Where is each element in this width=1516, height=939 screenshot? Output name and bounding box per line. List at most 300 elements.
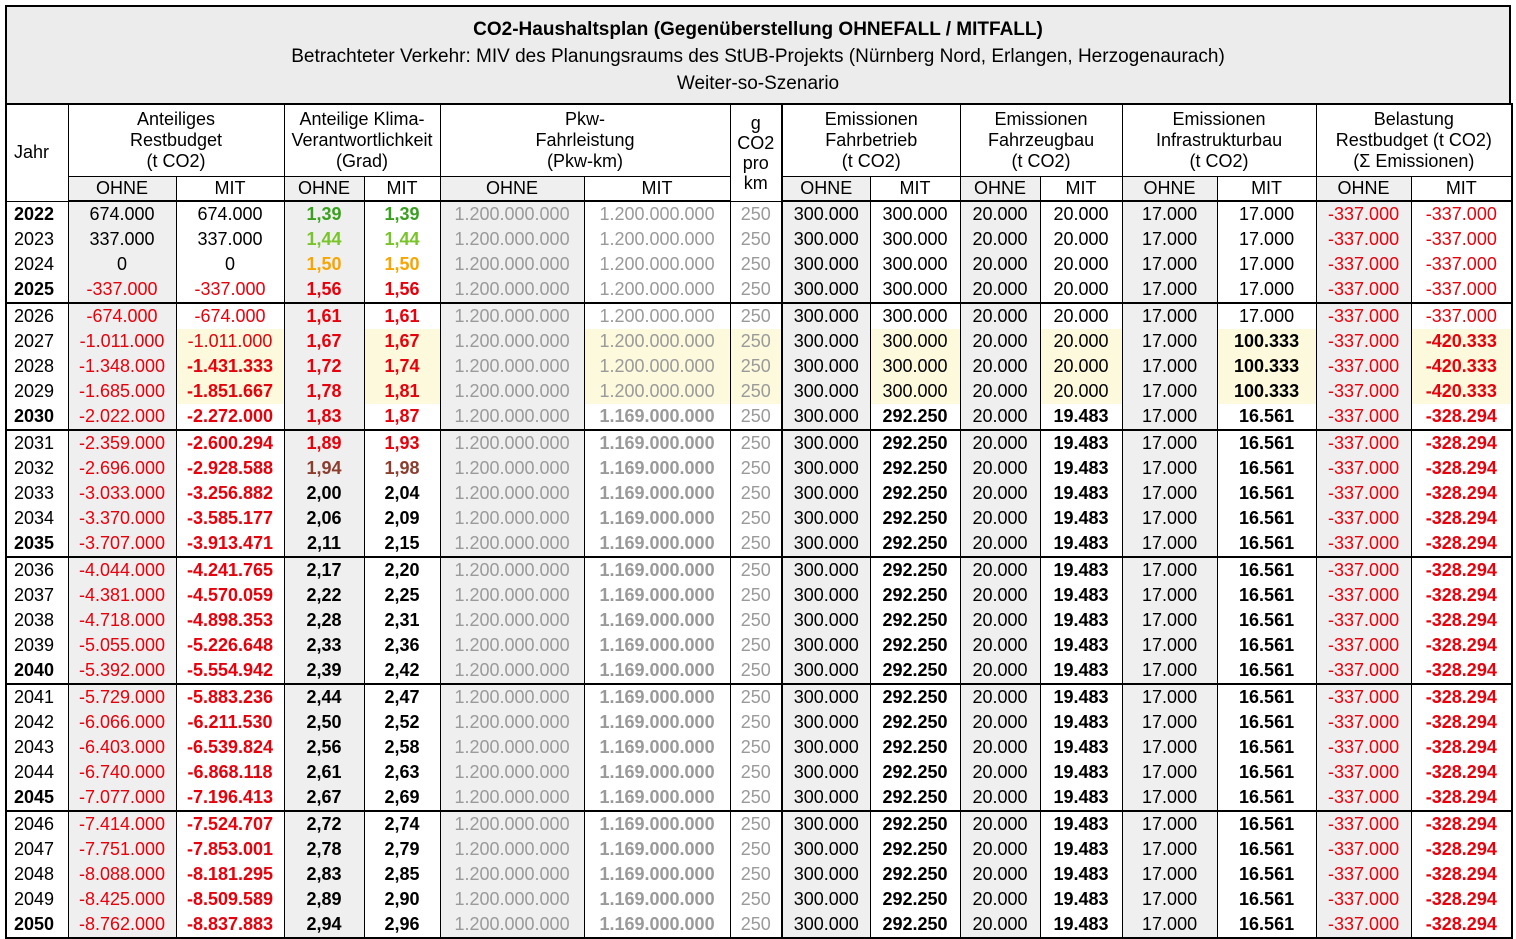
cell-belastung-mit: -337.000 [1411,252,1512,277]
header-jahr: Jahr [6,104,68,201]
cell-restbudget-mit: -1.431.333 [176,354,284,379]
sub-mit: MIT [176,177,284,202]
cell-year: 2033 [6,481,68,506]
sub-ohne: OHNE [960,177,1040,202]
cell-belastung-mit: -328.294 [1411,506,1512,531]
cell-restbudget-ohne: -2.359.000 [68,430,176,456]
cell-gco2: 250 [730,531,782,557]
sub-mit: MIT [870,177,960,202]
cell-fahrzeugbau-ohne: 20.000 [960,227,1040,252]
cell-year: 2043 [6,735,68,760]
cell-year: 2024 [6,252,68,277]
cell-pkw-ohne: 1.200.000.000 [440,506,584,531]
cell-year: 2041 [6,684,68,710]
cell-year: 2045 [6,785,68,811]
cell-year: 2039 [6,633,68,658]
cell-belastung-ohne: -337.000 [1316,557,1411,583]
cell-pkw-mit: 1.200.000.000 [584,354,730,379]
cell-restbudget-mit: -8.509.589 [176,887,284,912]
cell-infra-ohne: 17.000 [1122,862,1217,887]
cell-pkw-mit: 1.169.000.000 [584,887,730,912]
cell-klima-ohne: 2,78 [284,837,364,862]
cell-gco2: 250 [730,658,782,684]
cell-belastung-ohne: -337.000 [1316,735,1411,760]
sub-ohne: OHNE [284,177,364,202]
cell-fahrbetrieb-mit: 292.250 [870,684,960,710]
cell-gco2: 250 [730,430,782,456]
cell-belastung-ohne: -337.000 [1316,277,1411,303]
cell-infra-mit: 17.000 [1217,201,1316,227]
cell-year: 2023 [6,227,68,252]
cell-fahrzeugbau-mit: 20.000 [1040,252,1122,277]
cell-fahrzeugbau-mit: 19.483 [1040,583,1122,608]
cell-klima-mit: 2,25 [364,583,440,608]
cell-fahrbetrieb-mit: 292.250 [870,785,960,811]
sub-mit: MIT [1411,177,1512,202]
cell-year: 2029 [6,379,68,404]
cell-fahrbetrieb-mit: 292.250 [870,760,960,785]
cell-klima-ohne: 1,83 [284,404,364,430]
cell-gco2: 250 [730,557,782,583]
cell-klima-mit: 2,36 [364,633,440,658]
sub-mit: MIT [364,177,440,202]
cell-klima-mit: 1,44 [364,227,440,252]
table-row [6,608,1512,633]
cell-fahrbetrieb-mit: 292.250 [870,658,960,684]
cell-pkw-mit: 1.169.000.000 [584,531,730,557]
cell-fahrbetrieb-ohne: 300.000 [782,710,870,735]
cell-klima-mit: 2,74 [364,811,440,837]
cell-fahrzeugbau-mit: 19.483 [1040,710,1122,735]
cell-klima-ohne: 1,67 [284,329,364,354]
cell-fahrbetrieb-ohne: 300.000 [782,912,870,938]
cell-belastung-mit: -420.333 [1411,329,1512,354]
cell-belastung-ohne: -337.000 [1316,912,1411,938]
cell-restbudget-mit: -2.928.588 [176,456,284,481]
cell-gco2: 250 [730,684,782,710]
cell-fahrbetrieb-ohne: 300.000 [782,303,870,329]
cell-infra-ohne: 17.000 [1122,404,1217,430]
table-row [6,583,1512,608]
cell-fahrbetrieb-ohne: 300.000 [782,608,870,633]
cell-pkw-ohne: 1.200.000.000 [440,710,584,735]
cell-fahrzeugbau-ohne: 20.000 [960,303,1040,329]
cell-infra-ohne: 17.000 [1122,277,1217,303]
cell-klima-mit: 1,74 [364,354,440,379]
cell-klima-ohne: 1,56 [284,277,364,303]
sub-ohne: OHNE [782,177,870,202]
cell-pkw-mit: 1.169.000.000 [584,506,730,531]
cell-fahrzeugbau-ohne: 20.000 [960,862,1040,887]
cell-fahrbetrieb-mit: 300.000 [870,227,960,252]
cell-gco2: 250 [730,837,782,862]
cell-belastung-ohne: -337.000 [1316,329,1411,354]
cell-gco2: 250 [730,760,782,785]
cell-pkw-mit: 1.169.000.000 [584,404,730,430]
cell-belastung-mit: -328.294 [1411,633,1512,658]
cell-belastung-mit: -328.294 [1411,608,1512,633]
cell-klima-mit: 2,20 [364,557,440,583]
cell-belastung-mit: -328.294 [1411,837,1512,862]
table-row [6,785,1512,811]
cell-belastung-ohne: -337.000 [1316,430,1411,456]
cell-belastung-mit: -337.000 [1411,277,1512,303]
cell-restbudget-mit: -1.011.000 [176,329,284,354]
cell-infra-ohne: 17.000 [1122,760,1217,785]
cell-pkw-mit: 1.169.000.000 [584,862,730,887]
cell-fahrzeugbau-ohne: 20.000 [960,456,1040,481]
cell-pkw-ohne: 1.200.000.000 [440,557,584,583]
cell-klima-mit: 1,67 [364,329,440,354]
cell-fahrzeugbau-ohne: 20.000 [960,608,1040,633]
cell-restbudget-mit: -4.241.765 [176,557,284,583]
cell-restbudget-mit: 0 [176,252,284,277]
cell-restbudget-mit: -2.272.000 [176,404,284,430]
cell-restbudget-ohne: -1.685.000 [68,379,176,404]
cell-fahrbetrieb-ohne: 300.000 [782,633,870,658]
table-row [6,658,1512,684]
cell-pkw-ohne: 1.200.000.000 [440,201,584,227]
cell-infra-ohne: 17.000 [1122,912,1217,938]
cell-fahrbetrieb-ohne: 300.000 [782,456,870,481]
cell-pkw-ohne: 1.200.000.000 [440,430,584,456]
sub-ohne: OHNE [1316,177,1411,202]
cell-pkw-mit: 1.169.000.000 [584,912,730,938]
cell-fahrbetrieb-ohne: 300.000 [782,277,870,303]
cell-pkw-ohne: 1.200.000.000 [440,608,584,633]
cell-infra-ohne: 17.000 [1122,354,1217,379]
cell-fahrzeugbau-mit: 20.000 [1040,201,1122,227]
cell-infra-ohne: 17.000 [1122,456,1217,481]
cell-klima-ohne: 1,39 [284,201,364,227]
cell-pkw-mit: 1.169.000.000 [584,760,730,785]
cell-klima-mit: 2,15 [364,531,440,557]
cell-infra-mit: 100.333 [1217,379,1316,404]
cell-pkw-mit: 1.200.000.000 [584,303,730,329]
cell-fahrbetrieb-ohne: 300.000 [782,887,870,912]
cell-infra-mit: 16.561 [1217,684,1316,710]
cell-pkw-ohne: 1.200.000.000 [440,658,584,684]
cell-fahrbetrieb-ohne: 300.000 [782,658,870,684]
cell-klima-ohne: 1,44 [284,227,364,252]
cell-year: 2025 [6,277,68,303]
cell-fahrbetrieb-ohne: 300.000 [782,329,870,354]
cell-pkw-mit: 1.169.000.000 [584,456,730,481]
cell-fahrzeugbau-ohne: 20.000 [960,710,1040,735]
cell-pkw-mit: 1.200.000.000 [584,201,730,227]
cell-fahrzeugbau-mit: 19.483 [1040,862,1122,887]
cell-restbudget-mit: -4.570.059 [176,583,284,608]
cell-infra-ohne: 17.000 [1122,887,1217,912]
cell-infra-ohne: 17.000 [1122,430,1217,456]
cell-infra-ohne: 17.000 [1122,837,1217,862]
cell-infra-mit: 16.561 [1217,862,1316,887]
cell-restbudget-ohne: -3.707.000 [68,531,176,557]
cell-klima-ohne: 2,11 [284,531,364,557]
cell-fahrzeugbau-mit: 19.483 [1040,887,1122,912]
cell-fahrzeugbau-ohne: 20.000 [960,531,1040,557]
cell-klima-ohne: 1,61 [284,303,364,329]
cell-fahrzeugbau-ohne: 20.000 [960,430,1040,456]
cell-klima-mit: 2,85 [364,862,440,887]
cell-restbudget-mit: -5.883.236 [176,684,284,710]
cell-restbudget-mit: -337.000 [176,277,284,303]
cell-fahrzeugbau-ohne: 20.000 [960,633,1040,658]
cell-fahrzeugbau-mit: 19.483 [1040,608,1122,633]
cell-pkw-ohne: 1.200.000.000 [440,633,584,658]
cell-fahrzeugbau-ohne: 20.000 [960,658,1040,684]
sub-mit: MIT [1217,177,1316,202]
cell-infra-ohne: 17.000 [1122,811,1217,837]
cell-belastung-mit: -420.333 [1411,354,1512,379]
cell-infra-ohne: 17.000 [1122,735,1217,760]
cell-klima-ohne: 2,94 [284,912,364,938]
cell-pkw-ohne: 1.200.000.000 [440,329,584,354]
cell-year: 2048 [6,862,68,887]
cell-fahrbetrieb-mit: 292.250 [870,531,960,557]
table-row [6,201,1512,227]
cell-klima-ohne: 2,72 [284,811,364,837]
cell-klima-mit: 1,50 [364,252,440,277]
cell-belastung-mit: -328.294 [1411,456,1512,481]
cell-infra-mit: 16.561 [1217,735,1316,760]
cell-fahrzeugbau-mit: 19.483 [1040,684,1122,710]
cell-pkw-mit: 1.169.000.000 [584,633,730,658]
cell-fahrbetrieb-mit: 292.250 [870,481,960,506]
cell-belastung-mit: -337.000 [1411,201,1512,227]
cell-klima-mit: 1,61 [364,303,440,329]
cell-pkw-mit: 1.169.000.000 [584,608,730,633]
cell-belastung-mit: -420.333 [1411,379,1512,404]
cell-fahrbetrieb-ohne: 300.000 [782,506,870,531]
cell-fahrzeugbau-mit: 19.483 [1040,531,1122,557]
cell-infra-mit: 16.561 [1217,710,1316,735]
cell-klima-ohne: 1,78 [284,379,364,404]
cell-infra-ohne: 17.000 [1122,633,1217,658]
sub-mit: MIT [1040,177,1122,202]
cell-year: 2030 [6,404,68,430]
cell-fahrzeugbau-mit: 20.000 [1040,303,1122,329]
cell-restbudget-ohne: -1.348.000 [68,354,176,379]
cell-fahrzeugbau-ohne: 20.000 [960,887,1040,912]
cell-year: 2047 [6,837,68,862]
cell-fahrzeugbau-mit: 19.483 [1040,430,1122,456]
cell-infra-mit: 16.561 [1217,811,1316,837]
cell-restbudget-ohne: -5.392.000 [68,658,176,684]
cell-belastung-mit: -328.294 [1411,531,1512,557]
cell-restbudget-mit: -3.256.882 [176,481,284,506]
cell-infra-mit: 17.000 [1217,277,1316,303]
page-title: CO2-Haushaltsplan (Gegenüberstellung OHNEFALL / MITFALL) [473,19,1043,40]
cell-pkw-ohne: 1.200.000.000 [440,277,584,303]
cell-restbudget-mit: -3.913.471 [176,531,284,557]
cell-fahrzeugbau-ohne: 20.000 [960,760,1040,785]
cell-pkw-mit: 1.200.000.000 [584,227,730,252]
title-block [5,5,1511,103]
header-fahrbetrieb: Emissionen Fahrbetrieb (t CO2) [782,104,960,177]
table-row [6,811,1512,837]
cell-infra-mit: 16.561 [1217,887,1316,912]
cell-year: 2042 [6,710,68,735]
table-row [6,404,1512,430]
cell-belastung-ohne: -337.000 [1316,837,1411,862]
table-row [6,430,1512,456]
cell-fahrbetrieb-ohne: 300.000 [782,684,870,710]
cell-year: 2032 [6,456,68,481]
cell-fahrbetrieb-mit: 292.250 [870,583,960,608]
cell-fahrbetrieb-ohne: 300.000 [782,862,870,887]
cell-infra-ohne: 17.000 [1122,329,1217,354]
cell-belastung-ohne: -337.000 [1316,785,1411,811]
cell-fahrzeugbau-ohne: 20.000 [960,354,1040,379]
cell-belastung-mit: -337.000 [1411,227,1512,252]
cell-restbudget-mit: 674.000 [176,201,284,227]
sub-mit: MIT [584,177,730,202]
cell-klima-ohne: 2,28 [284,608,364,633]
cell-gco2: 250 [730,633,782,658]
header-pkw: Pkw- Fahrleistung (Pkw-km) [440,104,730,177]
cell-fahrbetrieb-ohne: 300.000 [782,481,870,506]
cell-belastung-ohne: -337.000 [1316,481,1411,506]
cell-pkw-ohne: 1.200.000.000 [440,735,584,760]
cell-belastung-ohne: -337.000 [1316,252,1411,277]
table-row [6,684,1512,710]
cell-klima-mit: 1,93 [364,430,440,456]
table-row [6,354,1512,379]
cell-fahrzeugbau-mit: 19.483 [1040,557,1122,583]
cell-belastung-mit: -328.294 [1411,710,1512,735]
cell-restbudget-ohne: -8.088.000 [68,862,176,887]
cell-year: 2035 [6,531,68,557]
cell-fahrbetrieb-mit: 300.000 [870,303,960,329]
cell-infra-mit: 100.333 [1217,354,1316,379]
cell-infra-mit: 16.561 [1217,456,1316,481]
cell-klima-mit: 1,87 [364,404,440,430]
cell-infra-ohne: 17.000 [1122,785,1217,811]
cell-fahrzeugbau-ohne: 20.000 [960,684,1040,710]
cell-fahrbetrieb-ohne: 300.000 [782,227,870,252]
cell-fahrzeugbau-mit: 19.483 [1040,912,1122,938]
cell-fahrbetrieb-mit: 300.000 [870,354,960,379]
cell-pkw-mit: 1.200.000.000 [584,277,730,303]
table-row [6,862,1512,887]
table-row [6,456,1512,481]
cell-infra-mit: 16.561 [1217,481,1316,506]
cell-restbudget-ohne: -2.022.000 [68,404,176,430]
cell-belastung-ohne: -337.000 [1316,506,1411,531]
cell-gco2: 250 [730,735,782,760]
table-row [6,633,1512,658]
cell-fahrbetrieb-mit: 292.250 [870,887,960,912]
cell-fahrzeugbau-mit: 19.483 [1040,456,1122,481]
table-row [6,837,1512,862]
cell-belastung-ohne: -337.000 [1316,379,1411,404]
cell-restbudget-mit: -5.226.648 [176,633,284,658]
cell-pkw-ohne: 1.200.000.000 [440,481,584,506]
cell-pkw-mit: 1.169.000.000 [584,837,730,862]
cell-pkw-mit: 1.169.000.000 [584,684,730,710]
cell-fahrzeugbau-mit: 19.483 [1040,735,1122,760]
cell-klima-ohne: 2,56 [284,735,364,760]
cell-pkw-mit: 1.169.000.000 [584,710,730,735]
cell-fahrzeugbau-mit: 20.000 [1040,379,1122,404]
cell-restbudget-ohne: -5.729.000 [68,684,176,710]
cell-belastung-ohne: -337.000 [1316,456,1411,481]
co2-budget-sheet [5,5,1511,939]
cell-restbudget-ohne: -4.718.000 [68,608,176,633]
cell-fahrbetrieb-mit: 292.250 [870,506,960,531]
cell-year: 2028 [6,354,68,379]
cell-fahrbetrieb-ohne: 300.000 [782,811,870,837]
cell-belastung-mit: -328.294 [1411,735,1512,760]
cell-infra-mit: 16.561 [1217,912,1316,938]
cell-restbudget-ohne: -4.044.000 [68,557,176,583]
cell-gco2: 250 [730,583,782,608]
cell-fahrzeugbau-ohne: 20.000 [960,404,1040,430]
cell-fahrbetrieb-ohne: 300.000 [782,354,870,379]
cell-pkw-ohne: 1.200.000.000 [440,354,584,379]
cell-belastung-mit: -328.294 [1411,658,1512,684]
cell-pkw-ohne: 1.200.000.000 [440,785,584,811]
cell-klima-mit: 2,96 [364,912,440,938]
cell-pkw-ohne: 1.200.000.000 [440,760,584,785]
cell-belastung-mit: -328.294 [1411,785,1512,811]
header-infrastrukturbau: Emissionen Infrastrukturbau (t CO2) [1122,104,1316,177]
cell-klima-mit: 1,98 [364,456,440,481]
cell-restbudget-ohne: -7.077.000 [68,785,176,811]
cell-gco2: 250 [730,456,782,481]
header-fahrzeugbau: Emissionen Fahrzeugbau (t CO2) [960,104,1122,177]
cell-infra-ohne: 17.000 [1122,379,1217,404]
cell-restbudget-mit: -674.000 [176,303,284,329]
cell-fahrbetrieb-mit: 292.250 [870,633,960,658]
cell-fahrbetrieb-mit: 292.250 [870,811,960,837]
cell-restbudget-ohne: -8.762.000 [68,912,176,938]
cell-klima-mit: 2,69 [364,785,440,811]
table-row [6,379,1512,404]
cell-belastung-mit: -328.294 [1411,862,1512,887]
table-row [6,506,1512,531]
cell-fahrzeugbau-ohne: 20.000 [960,379,1040,404]
cell-year: 2038 [6,608,68,633]
cell-year: 2044 [6,760,68,785]
table-row [6,277,1512,303]
table-row [6,912,1512,938]
cell-restbudget-ohne: -337.000 [68,277,176,303]
cell-klima-mit: 2,58 [364,735,440,760]
cell-belastung-ohne: -337.000 [1316,862,1411,887]
cell-pkw-ohne: 1.200.000.000 [440,912,584,938]
cell-klima-ohne: 1,89 [284,430,364,456]
cell-gco2: 250 [730,811,782,837]
cell-fahrbetrieb-mit: 300.000 [870,329,960,354]
table-body [6,201,1512,938]
cell-fahrzeugbau-ohne: 20.000 [960,481,1040,506]
cell-belastung-mit: -328.294 [1411,481,1512,506]
cell-restbudget-mit: -7.853.001 [176,837,284,862]
cell-pkw-ohne: 1.200.000.000 [440,837,584,862]
cell-infra-mit: 16.561 [1217,608,1316,633]
cell-infra-ohne: 17.000 [1122,481,1217,506]
cell-fahrbetrieb-ohne: 300.000 [782,760,870,785]
cell-fahrzeugbau-mit: 19.483 [1040,785,1122,811]
cell-belastung-ohne: -337.000 [1316,303,1411,329]
cell-klima-ohne: 1,50 [284,252,364,277]
cell-fahrbetrieb-mit: 292.250 [870,430,960,456]
cell-year: 2031 [6,430,68,456]
cell-year: 2034 [6,506,68,531]
cell-klima-mit: 2,04 [364,481,440,506]
